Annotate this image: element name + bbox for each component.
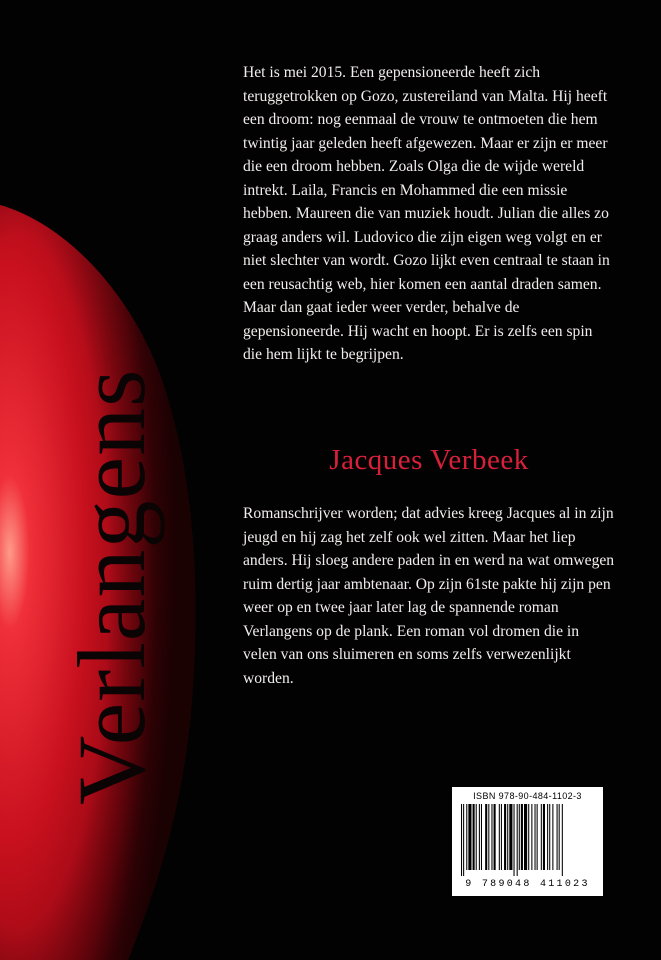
barcode-bar: [535, 804, 536, 870]
blurb-text: Het is mei 2015. Een gepensioneerde heeft zich teruggetrokken op Gozo, zustereiland van Malta. Hij heeft een droom: nog eenmaal de vrouw te ontmoeten die hem twintig jaar geleden heeft afgewezen. Maar er zijn er meer die een droom hebben. Zoals Olga die de wijde wereld intrekt. Laila, Francis en Mohammed die een missie hebben. Maureen die van muziek houdt. Julian die alles zo graag anders wil. Ludovico die zijn eigen weg volgt en er niet slechter van wordt. Gozo lijkt even centraal te staan in een reusachtig web, hier komen een aantal draden samen. Maar dan gaat ieder weer verder, behalve de gepensioneerde. Hij wacht en hoopt. Er is zelfs een spin die hem lijkt te begrijpen.: [243, 64, 610, 363]
barcode-bar: [481, 804, 482, 870]
barcode-bar: [517, 804, 518, 876]
barcode-bar: [543, 804, 545, 870]
barcode-bar: [547, 804, 548, 870]
author-bio: [243, 502, 615, 690]
barcode-bar: [499, 804, 500, 870]
isbn-label: ISBN 978-90-484-1102-3: [473, 791, 582, 801]
barcode-bar: [507, 804, 508, 870]
isbn-barcode: [452, 787, 603, 896]
barcode-bar: [473, 804, 475, 870]
barcode-bar: [494, 804, 496, 870]
barcode-bar: [552, 804, 553, 870]
barcode-bar: [466, 804, 467, 870]
barcode-bar: [537, 804, 538, 870]
barcode-bar: [559, 804, 560, 870]
barcode-bar: [541, 804, 542, 870]
barcode-bars: [461, 804, 595, 876]
barcode-bar: [528, 804, 529, 870]
barcode-bar: [468, 804, 471, 870]
barcode-bar: [521, 804, 523, 870]
isbn-digits: 9 789048 411023: [465, 879, 590, 890]
barcode-bar: [531, 804, 532, 870]
barcode-bar: [461, 804, 462, 876]
barcode-bar: [488, 804, 489, 870]
barcode-bar: [519, 804, 520, 870]
barcode-bar: [549, 804, 550, 870]
barcode-bar: [504, 804, 506, 870]
barcode-bar: [514, 804, 515, 876]
book-blurb: [243, 61, 615, 367]
bio-text: Romanschrijver worden; dat advies kreeg Jacques al in zijn jeugd en hij zag het zelf ook wel zitten. Maar het liep anders. Hij sloeg andere paden in en werd na wat omwegen ruim dertig jaar ambtenaar. Op zijn 61ste pakte hij zijn pen weer op en twee jaar later lag de spannende roman Verlangens op de plank. Een roman vol dromen die in velen van ons sluimeren en soms zelfs verwezenlijkt worden.: [243, 505, 615, 687]
author-name: Jacques Verbeek: [329, 444, 529, 476]
barcode-bar: [463, 804, 464, 876]
barcode-bar: [557, 804, 558, 870]
barcode-bar: [501, 804, 502, 870]
barcode-bar: [524, 804, 527, 870]
barcode-bar: [562, 804, 563, 876]
barcode-bar: [479, 804, 480, 870]
book-title-vertical: Verlangens: [58, 368, 165, 805]
barcode-bar: [509, 804, 512, 870]
barcode-bar: [476, 804, 477, 870]
barcode-bar: [491, 804, 492, 870]
barcode-bar: [485, 804, 487, 870]
